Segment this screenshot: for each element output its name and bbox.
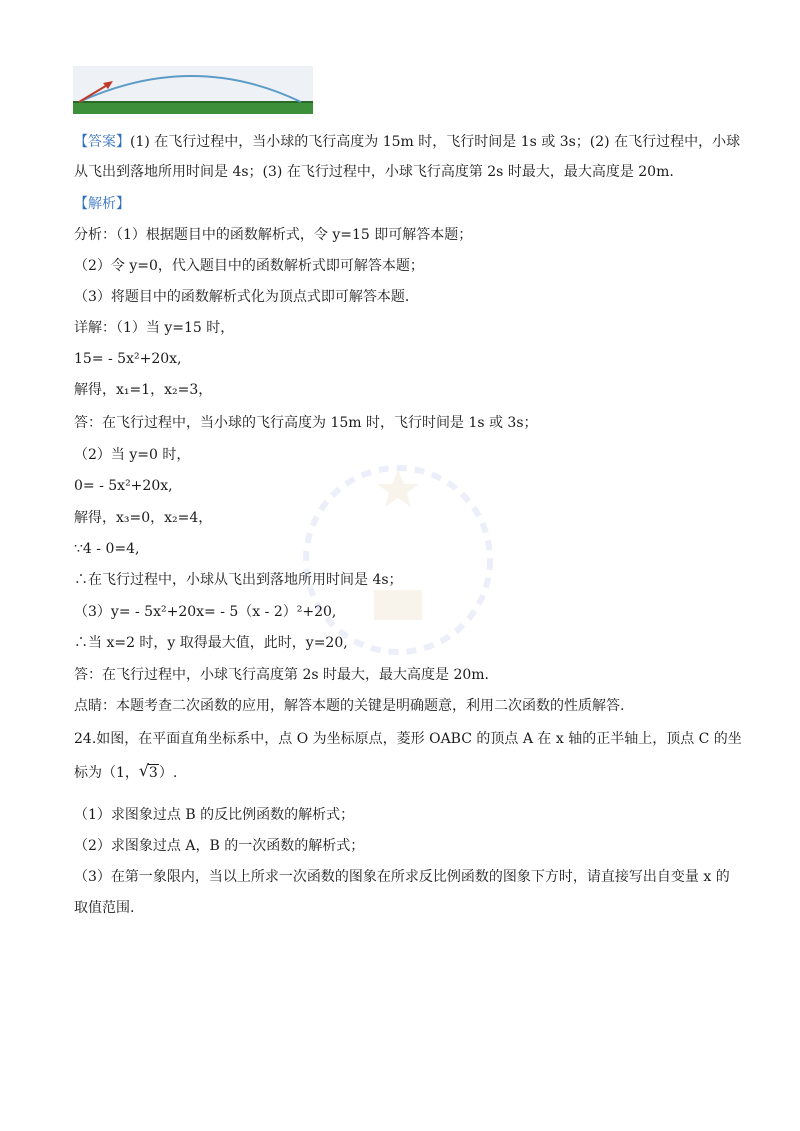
solution-1: 解得，x₁=1，x₂=3， [74,382,213,398]
sqrt-expression [139,763,159,783]
equation-2: 0= - 5x²+20x, [74,478,173,494]
answer-text-1: (1) 在飞行过程中，当小球的飞行高度为 15m 时，飞行时间是 1s 或 3s；(2) 在飞行过程中，小球 [130,134,741,150]
sqrt-argument: 3 [148,765,158,781]
question-24-line-1: 24.如图，在平面直角坐标系中，点 O 为坐标原点，菱形 OABC 的顶点 A 在 x 轴的正半轴上，顶点 C 的坐 [74,731,742,747]
analysis-step-2: （2）令 y=0，代入题目中的函数解析式即可解答本题； [74,258,424,274]
therefore-line-2: ∴当 x=2 时，y 取得最大值，此时，y=20, [74,635,348,651]
answer-line-2: 从飞出到落地所用时间是 4s；(3) 在飞行过程中，小球飞行高度第 2s 时最大，最大高度是 20m. [74,164,674,180]
analysis-tag: 【解析】 [74,196,130,212]
coord-suffix: ）. [158,765,178,781]
detail-intro: 详解：（1）当 y=15 时， [74,320,235,336]
coord-prefix: 标为（1， [74,765,139,781]
ground-edge [73,101,313,103]
question-24-part-2: （2）求图象过点 A，B 的一次函数的解析式； [74,838,365,854]
part-3-equation: （3）y= - 5x²+20x= - 5（x - 2）²+20, [74,604,337,620]
comment-line: 点睛：本题考查二次函数的应用，解答本题的关键是明确题意，利用二次函数的性质解答. [74,698,625,714]
analysis-step-3: （3）将题目中的函数解析式化为顶点式即可解答本题． [74,289,419,305]
trajectory-figure [73,66,313,114]
radical-sign: √ [138,761,150,780]
question-24-line-2 [74,763,177,783]
therefore-line-1: ∴在飞行过程中，小球从飞出到落地所用时间是 4s； [74,572,403,588]
question-24-part-1: （1）求图象过点 B 的反比例函数的解析式； [74,807,355,823]
question-24-part-3-cont: 取值范围. [74,900,135,916]
answer-line-1 [74,132,740,152]
equation-1: 15= - 5x²+20x, [74,351,182,367]
answer-part-1: 答：在飞行过程中，当小球的飞行高度为 15m 时，飞行时间是 1s 或 3s； [74,415,538,431]
answer-tag: 【答案】 [74,134,130,150]
launch-arrow [79,84,109,102]
question-24-part-3: （3）在第一象限内，当以上所求一次函数的图象在所求反比例函数的图象下方时，请直接写出自变量 x 的 [74,869,730,885]
because-line: ∵4 - 0=4, [74,541,140,557]
answer-part-3: 答：在飞行过程中，小球飞行高度第 2s 时最大，最大高度是 20m. [74,667,489,683]
ground [73,102,313,114]
part-2-intro: （2）当 y=0 时， [74,447,191,463]
trajectory-diagram [73,66,313,114]
analysis-step-1: 分析：（1）根据题目中的函数解析式，令 y=15 即可解答本题； [74,227,473,243]
solution-2: 解得，x₃=0，x₂=4， [74,510,213,526]
trajectory-arc [79,76,301,102]
